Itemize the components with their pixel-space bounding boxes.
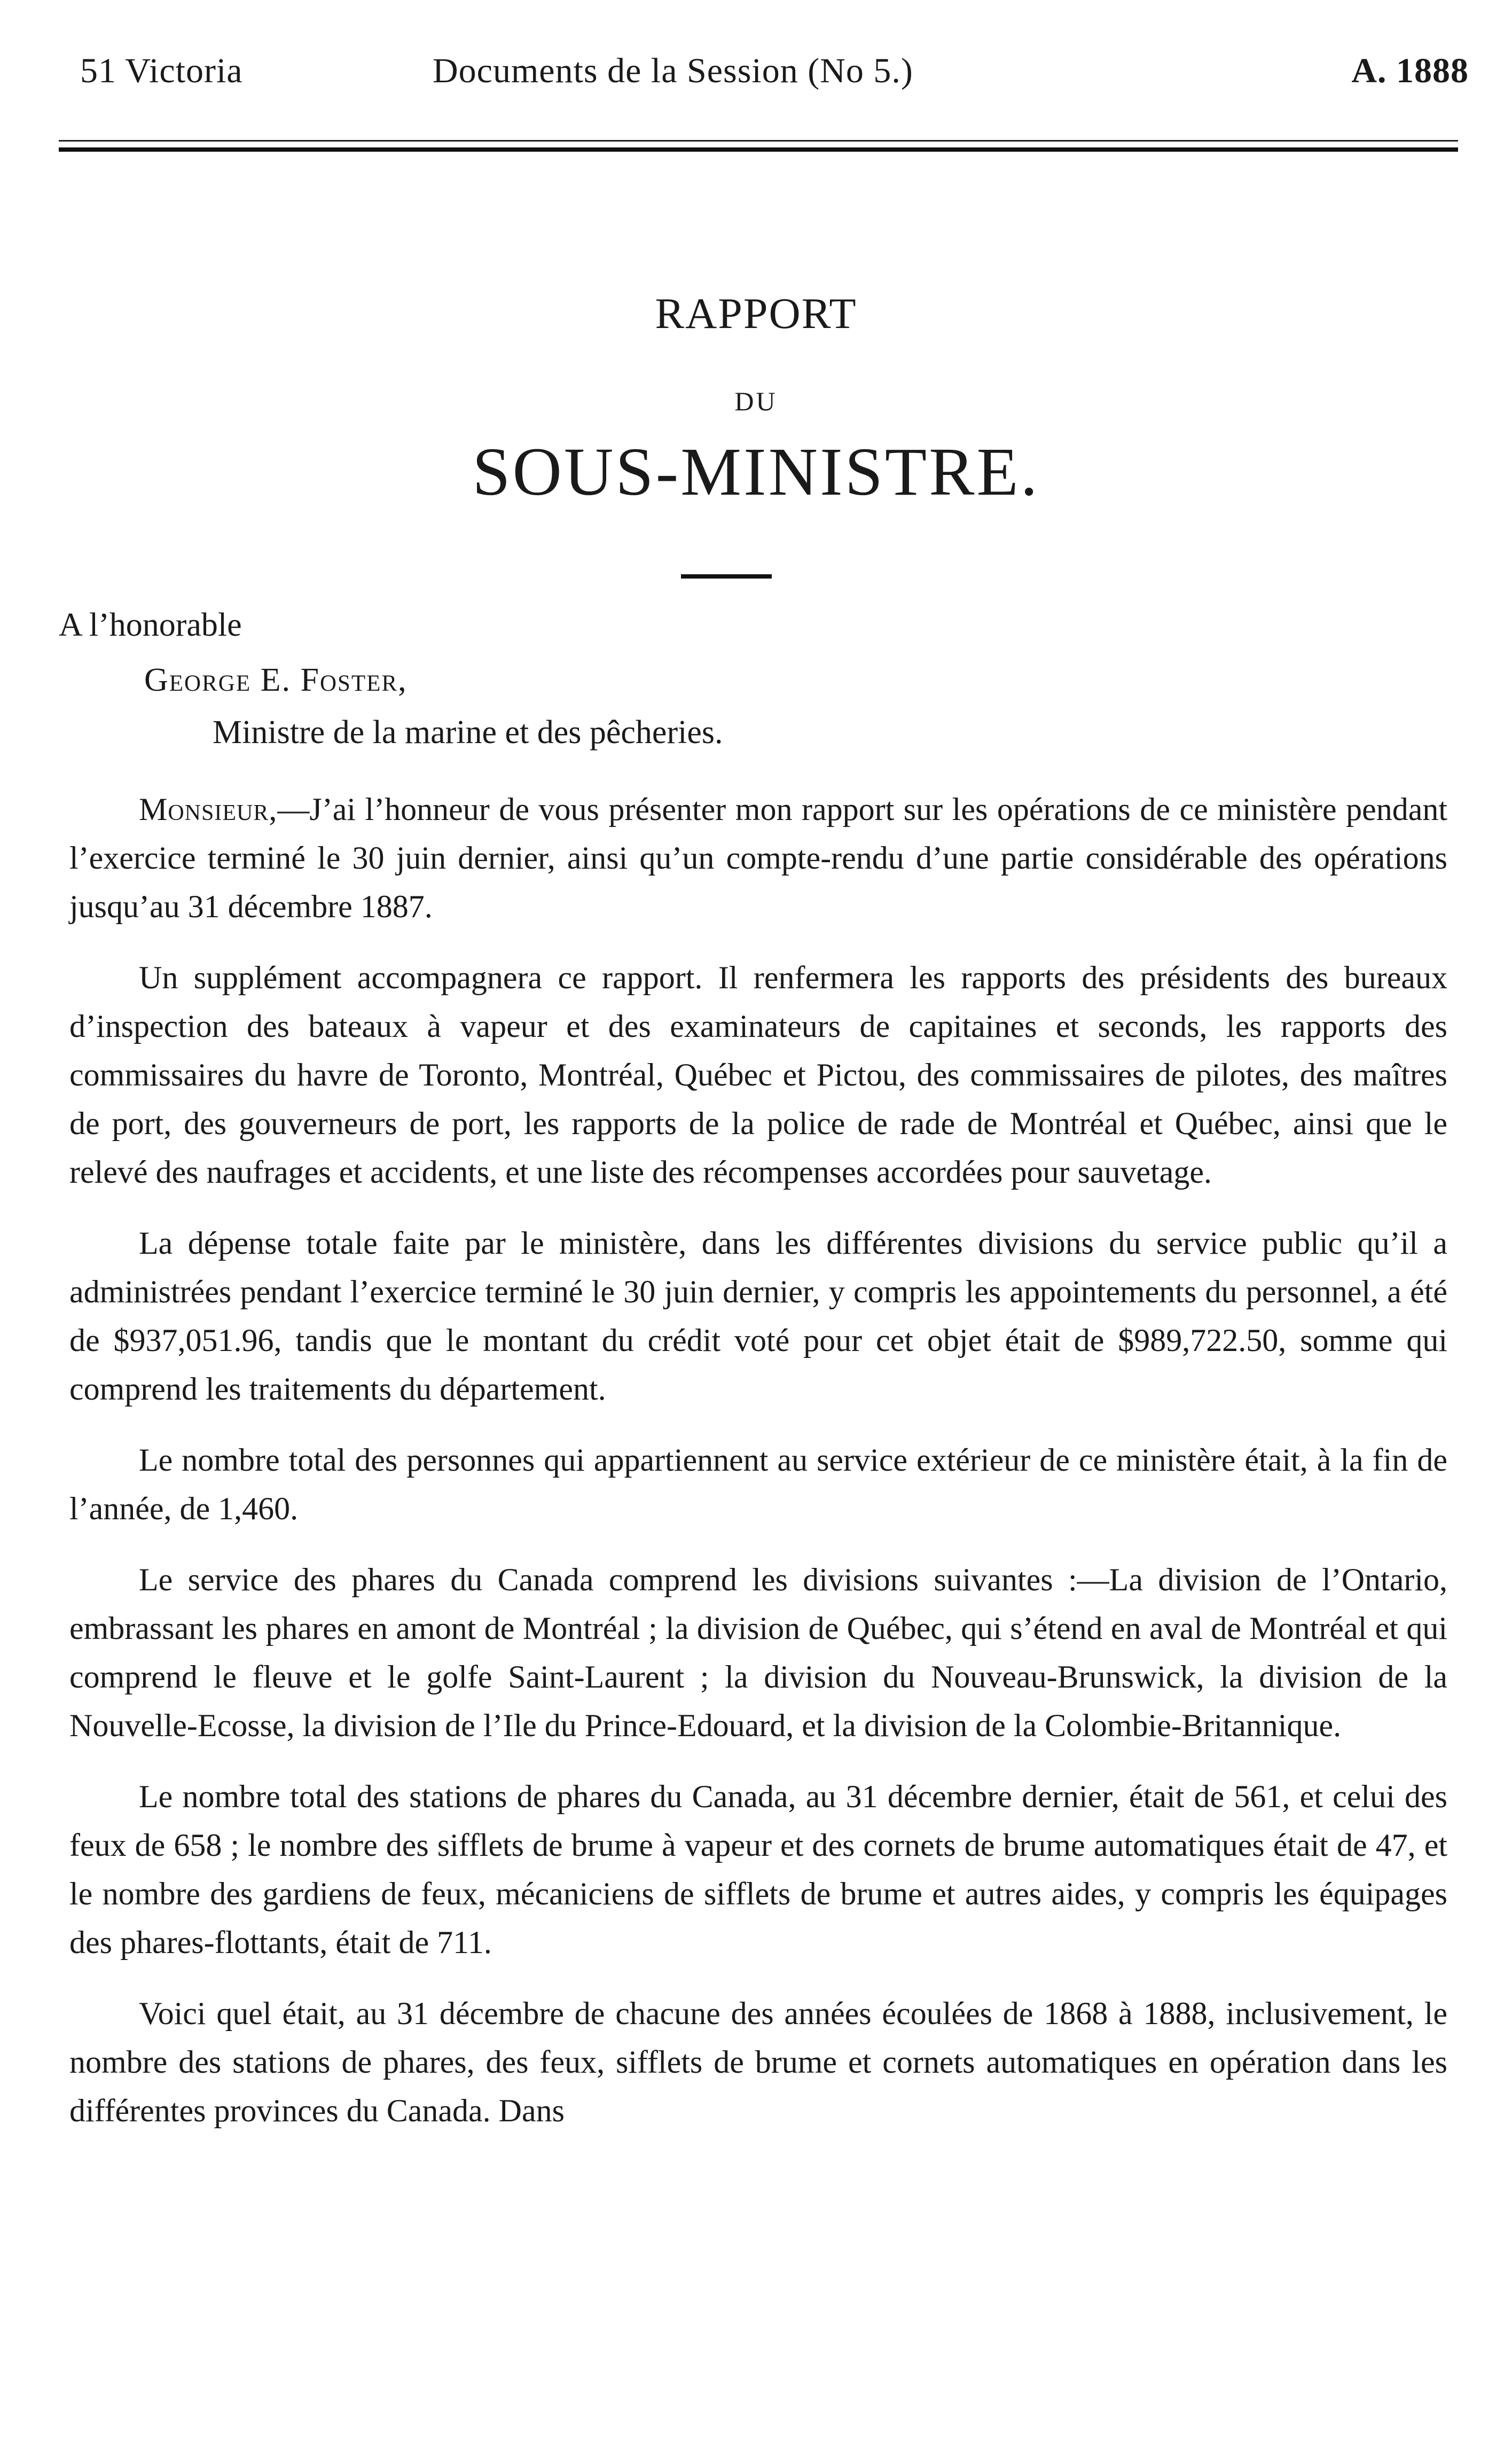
header-rule-thin: [59, 140, 1458, 142]
paragraph-text: Un supplément accompagnera ce rapport. Il renfermera les rapports des présidents des bureaux d’inspection des bateaux à vapeur et des examinateurs de capitaines et seconds, les rapports des commissaires du havre de Toronto, Montréal, Québec et Pictou, des commissaires de pilotes, des maîtres de port, des gouverneurs de port, les rapports de la police de rade de Montréal et Québec, ainsi que le relevé des naufrages et accidents, et une liste des récompenses accordées pour sauvetage.: [69, 960, 1447, 1190]
paragraph-lead: Monsieur,: [139, 792, 278, 827]
running-header: [80, 51, 1469, 115]
address-title: Ministre de la marine et des pêcheries.: [213, 714, 723, 751]
paragraph-text: Le service des phares du Canada comprend les divisions suivantes :—La division de l’Ontario, embrassant les phares en amont de Montréal ; la division de Québec, qui s’étend en aval de Montréal et qui comprend le fleuve et le golfe Saint-Laurent ; la division du Nouveau-Brunswick, la division de la Nouvelle-Ecosse, la division de l’Ile du Prince-Edouard, et la division de la Colombie-Britannique.: [69, 1562, 1447, 1743]
paragraph-3: [69, 1219, 1447, 1414]
header-left: 51 Victoria: [80, 51, 243, 90]
paragraph-7: [69, 1989, 1447, 2135]
header-rule-thick: [59, 147, 1458, 152]
paragraph-4: [69, 1436, 1447, 1533]
paragraph-text: —J’ai l’honneur de vous présenter mon rapport sur les opérations de ce ministère pendant l’exercice terminé le 30 juin dernier, ainsi qu’un compte-rendu d’une partie considérable des opérations jusqu’au 31 décembre 1887.: [69, 792, 1447, 924]
address-salutation: A l’honorable: [59, 607, 242, 643]
title-divider: [681, 574, 772, 579]
title-du: DU: [734, 386, 778, 416]
report-body: [69, 785, 1447, 2158]
paragraph-1: [69, 785, 1447, 931]
paragraph-text: La dépense totale faite par le ministère, dans les différentes divisions du service public qu’il a administrées pendant l’exercice terminé le 30 juin dernier, y compris les appointements du personnel, a été de $937,051.96, tandis que le montant du crédit voté pour cet objet était de $989,722.50, somme qui comprend les traitements du département.: [69, 1225, 1447, 1407]
paragraph-2: [69, 954, 1447, 1197]
paragraph-6: [69, 1772, 1447, 1967]
title-rapport: RAPPORT: [655, 289, 857, 338]
title-sous-ministre: SOUS-MINISTRE.: [472, 434, 1040, 510]
paragraph-text: Le nombre total des stations de phares du Canada, au 31 décembre dernier, était de 561, et celui des feux de 658 ; le nombre des sifflets de brume à vapeur et des cornets de brume automatiques était de 47, et le nombre des gardiens de feux, mécaniciens de sifflets de brume et autres aides, y compris les équipages des phares-flottants, était de 711.: [69, 1779, 1447, 1960]
paragraph-5: [69, 1556, 1447, 1750]
header-center: Documents de la Session (No 5.): [433, 51, 913, 90]
header-right: A. 1888: [1351, 51, 1469, 90]
paragraph-text: Voici quel était, au 31 décembre de chacune des années écoulées de 1868 à 1888, inclusivement, le nombre des stations de phares, des feux, sifflets de brume et cornets automatiques en opération dans les différentes provinces du Canada. Dans: [69, 1996, 1447, 2128]
paragraph-text: Le nombre total des personnes qui appartiennent au service extérieur de ce ministère était, à la fin de l’année, de 1,460.: [69, 1442, 1447, 1526]
address-name: George E. Foster,: [144, 662, 408, 698]
